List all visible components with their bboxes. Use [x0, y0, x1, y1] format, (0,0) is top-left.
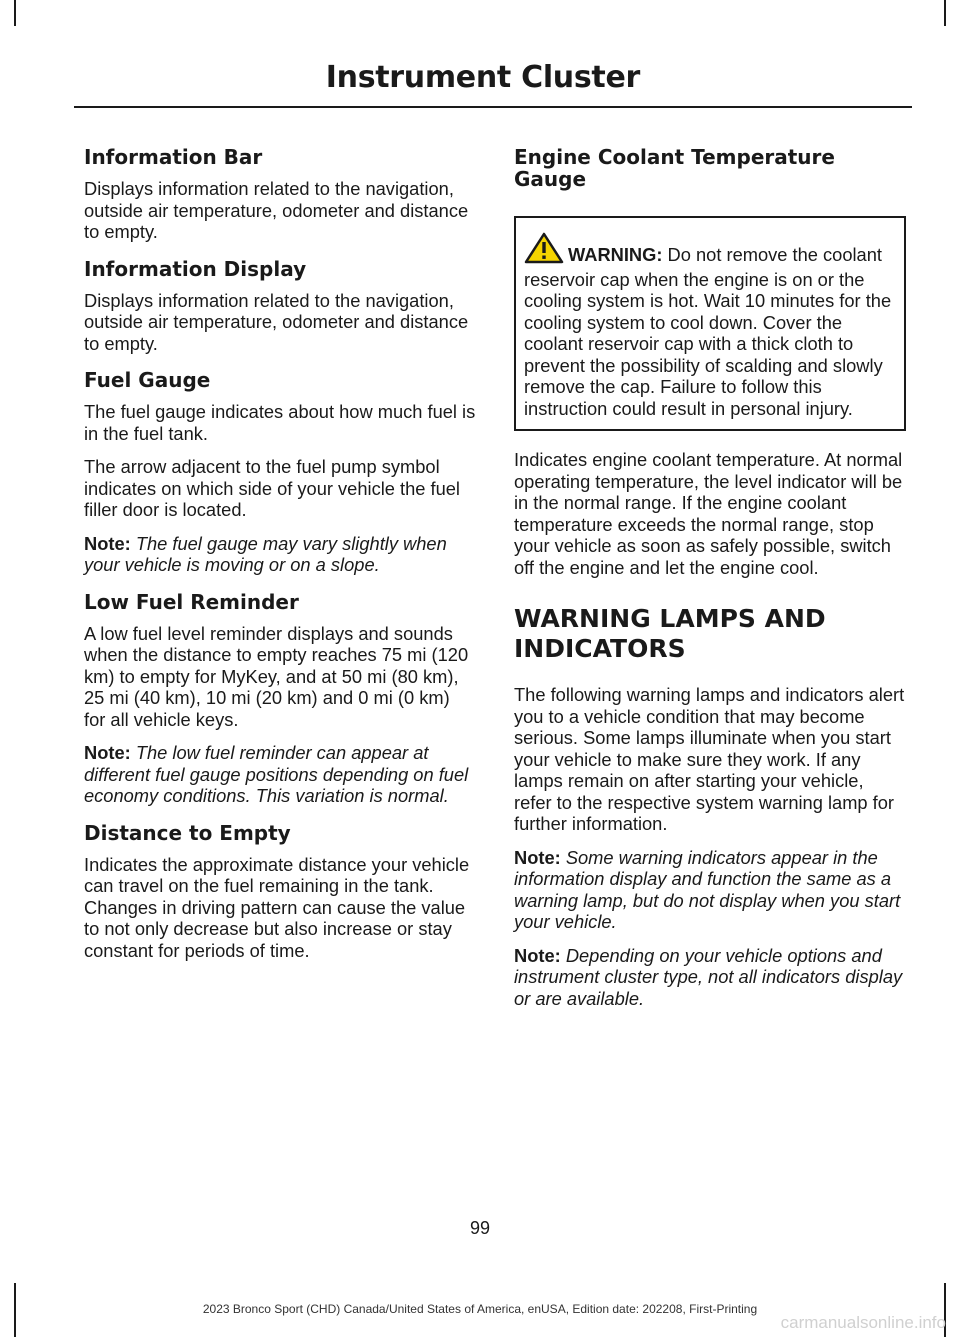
paragraph: The following warning lamps and indicators alert you to a vehicle condition that may become serious. Some lamps illuminate when you start your vehicle to make sure they work. If any lamps remain on after starting your vehicle, refer to the respective system warning lamp for further information. — [514, 684, 905, 834]
note — [84, 742, 476, 807]
section-low-fuel-reminder — [84, 591, 476, 807]
note — [514, 945, 906, 1010]
note-text: Depending on your vehicle options and instrument cluster type, not all indicators display or are available. — [514, 944, 903, 1009]
watermark: carmanualsonline.info — [780, 1313, 946, 1332]
section-heading: Information Bar — [84, 145, 263, 169]
section-heading: Information Display — [84, 256, 307, 281]
left-column — [84, 146, 476, 976]
paragraph: Indicates engine coolant temperature. At normal operating temperature, the level indicator will be in the normal range. If the engine coolant temperature exceeds the normal range, stop your vehicle as soon as safely possible, switch off the engine and let the engine cool. — [514, 449, 903, 578]
paragraph: Displays information related to the navigation, outside air temperature, odometer and distance to empty. — [84, 178, 469, 242]
paragraph: Displays information related to the navigation, outside air temperature, odometer and distance to empty. — [84, 289, 469, 354]
warning-box — [514, 216, 906, 431]
note-label: Note: — [514, 846, 561, 868]
crop-mark — [944, 0, 946, 26]
section-information-display — [84, 258, 476, 355]
page-number: 99 — [469, 1218, 491, 1238]
section-heading: Low Fuel Reminder — [84, 589, 299, 614]
paragraph: The fuel gauge indicates about how much fuel is in the fuel tank. — [84, 401, 476, 444]
paragraph: Indicates the approximate distance your vehicle can travel on the fuel remaining in the tank. Changes in driving pattern can cause the value to not only decrease but also increase or stay constant for periods of time. — [84, 853, 470, 961]
section-engine-coolant — [514, 146, 906, 578]
crop-mark — [14, 0, 16, 26]
section-heading: Fuel Gauge — [84, 368, 211, 392]
note-text: The low fuel reminder can appear at different fuel gauge positions depending on fuel economy conditions. This variation is normal. — [84, 742, 469, 806]
section-heading: Engine Coolant Temperature Gauge — [514, 145, 835, 191]
note-label: Note: — [84, 532, 131, 554]
paragraph: The arrow adjacent to the fuel pump symbol indicates on which side of your vehicle the fuel filler door is located. — [84, 456, 460, 520]
edition-footer: 2023 Bronco Sport (CHD) Canada/United States of America, enUSA, Edition date: 202208, First-Printing — [202, 1302, 758, 1316]
section-heading: Distance to Empty — [84, 820, 291, 845]
note — [84, 533, 476, 576]
warning-text: Do not remove the coolant reservoir cap when the engine is on or the cooling system is hot. Wait 10 minutes for the cooling system to cool down. Cover the coolant reservoir cap with a thick cloth to prevent the possibility of scalding and slowly remove the cap. Failure to follow this instruction could result in personal injury. — [524, 244, 892, 419]
warning-paragraph — [524, 232, 896, 419]
warning-label: WARNING: — [568, 244, 663, 265]
note — [514, 847, 906, 933]
warning-triangle-icon — [524, 232, 564, 269]
note-text: The fuel gauge may vary slightly when your vehicle is moving or on a slope. — [84, 532, 447, 575]
section-distance-to-empty — [84, 822, 476, 962]
note-text: Some warning indicators appear in the information display and function the same as a warning lamp, but do not display when you start your vehicle. — [514, 846, 901, 932]
section-information-bar — [84, 146, 476, 243]
page-title: Instrument Cluster — [325, 60, 640, 95]
note-label: Note: — [84, 742, 131, 763]
paragraph: A low fuel level reminder displays and sounds when the distance to empty reaches 75 mi (120 km) to empty for MyKey, and at 50 mi (80 km), 25 mi (40 km), 10 mi (20 km) and 0 mi (0 km) for all vehicle keys. — [84, 622, 469, 730]
note-label: Note: — [514, 944, 561, 966]
section-warning-lamps — [514, 604, 906, 1009]
header-divider — [74, 106, 912, 108]
section-title: WARNING LAMPS AND INDICATORS — [514, 604, 826, 663]
right-column — [514, 146, 906, 1024]
section-fuel-gauge — [84, 369, 476, 576]
